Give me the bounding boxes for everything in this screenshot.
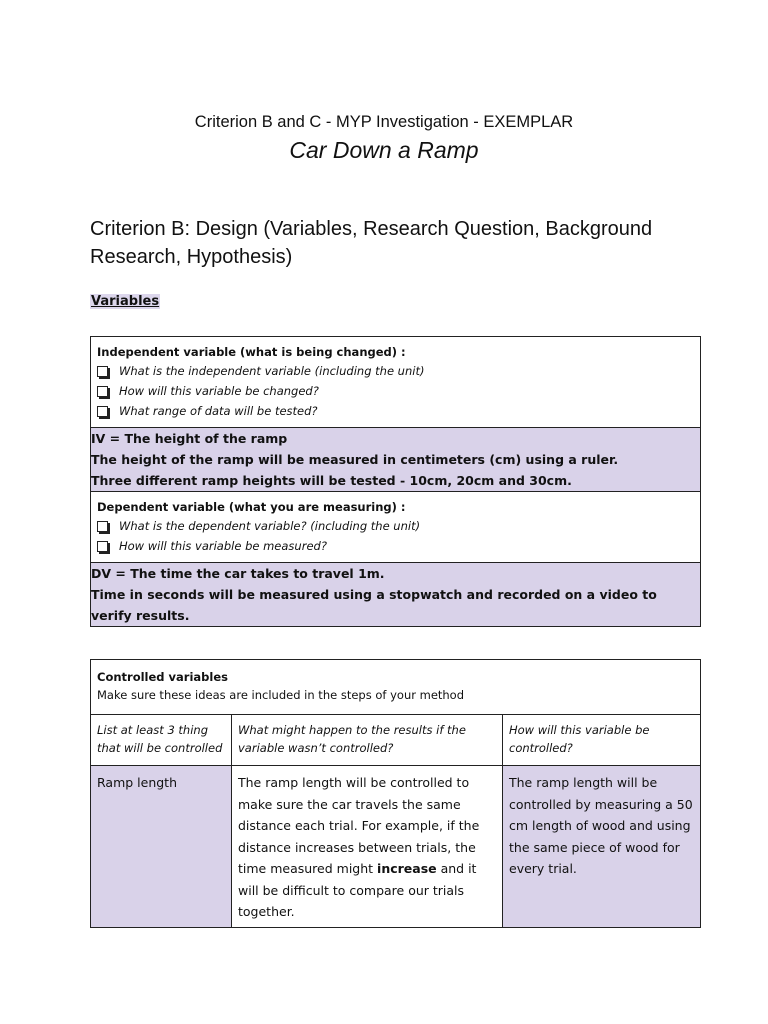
checkbox-icon <box>97 406 108 417</box>
independent-variable-answer <box>91 428 701 492</box>
controlled-variable-method: The ramp length will be controlled by measuring a 50 cm length of wood and using the same piece of wood for every trial. <box>503 766 701 928</box>
column-header: How will this variable be controlled? <box>503 715 701 766</box>
independent-variable-title: Independent variable (what is being changed) : <box>97 345 406 359</box>
table-row <box>91 766 701 928</box>
controlled-variable-effect: The ramp length will be controlled to make sure the car travels the same distance each trial. For example, if the distance increases between trials, the time measured might increase and it will be difficult to compare our trials together. <box>232 766 503 928</box>
column-header: What might happen to the results if the variable wasn’t controlled? <box>232 715 503 766</box>
controlled-variables-table <box>90 659 701 928</box>
variables-table <box>90 336 701 627</box>
dependent-variable-prompt <box>91 492 701 563</box>
independent-question-list <box>91 361 700 421</box>
dependent-question-list <box>91 516 700 556</box>
question-item: How will this variable be changed? <box>119 381 700 401</box>
controlled-variables-title: Controlled variables <box>97 670 228 684</box>
dependent-variable-title: Dependent variable (what you are measuring) : <box>97 500 406 514</box>
answer-line: DV = The time the car takes to travel 1m. <box>91 566 385 581</box>
question-item: What range of data will be tested? <box>119 401 700 421</box>
document-header: Criterion B and C - MYP Investigation - EXEMPLAR <box>194 113 574 131</box>
answer-line: Time in seconds will be measured using a stopwatch and recorded on a video to verify results. <box>91 587 657 623</box>
controlled-variable-name: Ramp length <box>91 766 232 928</box>
variables-label: Variables <box>91 294 160 309</box>
independent-variable-prompt <box>91 337 701 428</box>
checkbox-icon <box>97 541 108 552</box>
answer-line: Three different ramp heights will be tested - 10cm, 20cm and 30cm. <box>91 473 572 488</box>
answer-line: IV = The height of the ramp <box>91 431 288 446</box>
checkbox-icon <box>97 521 108 532</box>
answer-line: The height of the ramp will be measured in centimeters (cm) using a ruler. <box>91 452 619 467</box>
controlled-variables-subtitle: Make sure these ideas are included in the steps of your method <box>97 688 465 702</box>
column-header: List at least 3 thing that will be controlled <box>91 715 232 766</box>
section-heading: Criterion B: Design (Variables, Research Question, Background Research, Hypothesis) <box>90 218 653 268</box>
dependent-variable-answer <box>91 563 701 627</box>
controlled-variables-header <box>91 660 701 715</box>
checkbox-icon <box>97 366 108 377</box>
question-item: What is the dependent variable? (including the unit) <box>119 516 700 536</box>
question-item: What is the independent variable (including the unit) <box>119 361 700 381</box>
document-title: Car Down a Ramp <box>289 137 479 163</box>
question-item: How will this variable be measured? <box>119 536 700 556</box>
checkbox-icon <box>97 386 108 397</box>
